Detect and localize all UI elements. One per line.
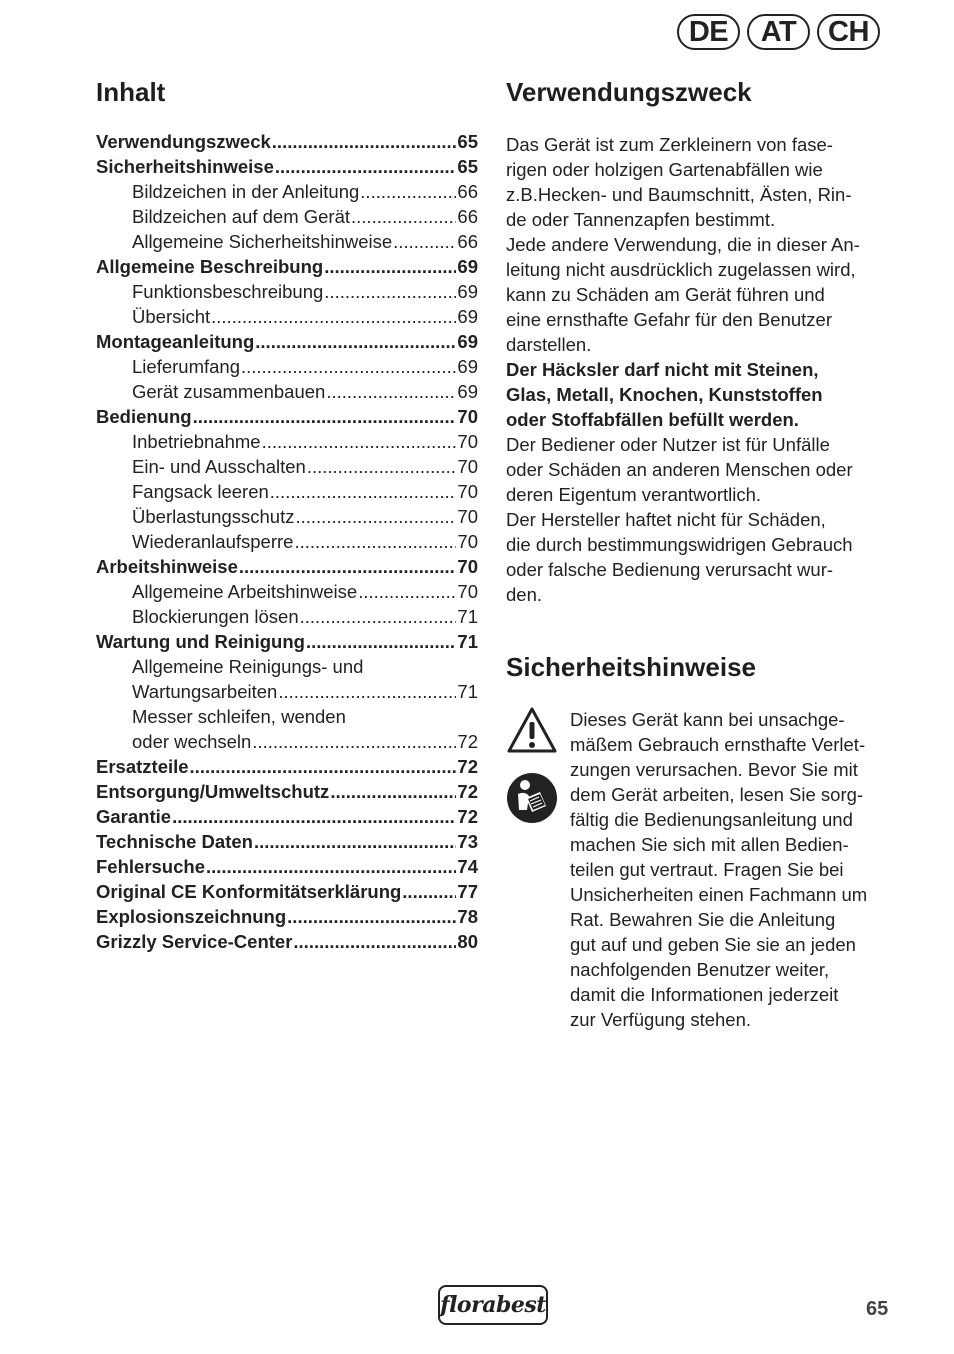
warning-triangle-icon bbox=[506, 706, 558, 754]
purpose-warning: Der Häcksler darf nicht mit Steinen, Glas, Metall, Knochen, Kunststoffen oder Stoffabfällen befüllt werden. bbox=[506, 359, 823, 430]
toc-entry-page: 72 bbox=[457, 806, 478, 827]
purpose-heading: Verwendungszweck bbox=[506, 77, 752, 107]
country-badge-ch: CH bbox=[817, 14, 880, 50]
toc-entry-title: Ersatzteile bbox=[96, 756, 189, 777]
toc-entry-title: Allgemeine Arbeitshinweise bbox=[132, 581, 358, 602]
toc-entry-title: Original CE Konformitätserklärung bbox=[96, 881, 402, 902]
toc-entry-title: Wartungsarbeiten bbox=[132, 681, 278, 702]
toc-entry bbox=[96, 756, 478, 781]
toc-entry bbox=[96, 556, 478, 581]
florabest-logo bbox=[438, 1285, 548, 1325]
toc-entry bbox=[96, 681, 478, 706]
toc-entry-title: Blockierungen lösen bbox=[132, 606, 299, 627]
toc-entry-title: Funktionsbeschreibung bbox=[132, 281, 324, 302]
toc-entry-title: Sicherheitshinweise bbox=[96, 156, 274, 177]
toc-dot-leader bbox=[278, 681, 456, 703]
toc-dot-leader bbox=[402, 881, 456, 903]
toc-entry bbox=[96, 381, 478, 406]
toc-entry-page: 72 bbox=[457, 731, 478, 752]
toc-entry bbox=[96, 156, 478, 181]
toc-dot-leader bbox=[255, 331, 456, 353]
toc-entry bbox=[96, 431, 478, 456]
toc-entry bbox=[96, 231, 478, 256]
toc-entry-title: Bildzeichen in der Anleitung bbox=[132, 181, 360, 202]
toc-entry-title: Explosionszeichnung bbox=[96, 906, 287, 927]
toc-entry-page: 69 bbox=[457, 256, 478, 277]
toc-dot-leader bbox=[262, 431, 457, 453]
page-number: 65 bbox=[866, 1298, 889, 1320]
toc-entry-title: Allgemeine Reinigungs- und bbox=[132, 656, 364, 677]
toc-entry-title: Montageanleitung bbox=[96, 331, 255, 352]
toc-entry-title: Verwendungszweck bbox=[96, 131, 271, 152]
toc-entry-title: Allgemeine Beschreibung bbox=[96, 256, 324, 277]
toc-entry-page: 65 bbox=[457, 156, 478, 177]
country-badge-at: AT bbox=[747, 14, 810, 50]
toc-entry bbox=[96, 356, 478, 381]
toc-entry bbox=[96, 406, 478, 431]
toc-entry-page: 70 bbox=[457, 431, 478, 452]
toc-entry bbox=[96, 731, 478, 756]
toc-dot-leader bbox=[252, 731, 456, 753]
toc-entry bbox=[96, 706, 478, 731]
toc-entry-title: Inbetriebnahme bbox=[132, 431, 261, 452]
toc-entry bbox=[96, 256, 478, 281]
purpose-paragraph-1: Das Gerät ist zum Zerkleinern von fase- rigen oder holzigen Gartenabfällen wie z.B.Hecken- und Baumschnitt, Ästen, Rin- de oder Tannenzapfen bestimmt. Jede andere Verwendung, die in dieser An- leitung nicht ausdrücklich zugelassen wird, kann zu Schäden am Gerät führen und eine ernsthafte Gefahr für den Benutzer darstellen. bbox=[506, 134, 860, 355]
toc-entry-title: Bildzeichen auf dem Gerät bbox=[132, 206, 351, 227]
toc-entry-page: 69 bbox=[457, 356, 478, 377]
toc-entry-page: 70 bbox=[457, 531, 478, 552]
toc-dot-leader bbox=[193, 406, 457, 428]
toc-entry-page: 80 bbox=[457, 931, 478, 952]
toc-title: Inhalt bbox=[96, 77, 166, 107]
toc-entry-title: Gerät zusammenbauen bbox=[132, 381, 326, 402]
toc-entry-title: Allgemeine Sicherheitshinweise bbox=[132, 231, 393, 252]
purpose-text bbox=[506, 132, 906, 607]
toc-entry-title: Übersicht bbox=[132, 306, 211, 327]
toc-entry-title: Entsorgung/Umweltschutz bbox=[96, 781, 330, 802]
toc-entry-page: 78 bbox=[457, 906, 478, 927]
toc-entry-page: 72 bbox=[457, 756, 478, 777]
toc-entry-page: 70 bbox=[457, 456, 478, 477]
toc-entry bbox=[96, 181, 478, 206]
toc-dot-leader bbox=[275, 156, 457, 178]
toc-dot-leader bbox=[287, 906, 456, 928]
toc-entry-page: 70 bbox=[457, 481, 478, 502]
toc-dot-leader bbox=[294, 531, 456, 553]
toc-entry-page: 71 bbox=[457, 606, 478, 627]
toc-entry bbox=[96, 806, 478, 831]
toc-dot-leader bbox=[295, 506, 456, 528]
toc-dot-leader bbox=[190, 756, 457, 778]
toc-entry-page: 70 bbox=[457, 506, 478, 527]
toc-entry bbox=[96, 506, 478, 531]
toc-dot-leader bbox=[351, 206, 456, 228]
toc-entry-title: Ein- und Ausschalten bbox=[132, 456, 306, 477]
toc-dot-leader bbox=[206, 856, 456, 878]
toc-dot-leader bbox=[254, 831, 456, 853]
toc-dot-leader bbox=[360, 181, 456, 203]
toc-dot-leader bbox=[270, 481, 457, 503]
toc-entry bbox=[96, 656, 478, 681]
toc-entry-page: 71 bbox=[457, 631, 478, 652]
toc-dot-leader bbox=[324, 281, 456, 303]
toc-entry-title: oder wechseln bbox=[132, 731, 252, 752]
toc-entry bbox=[96, 856, 478, 881]
toc-entry-page: 70 bbox=[457, 406, 478, 427]
toc-entry-page: 77 bbox=[457, 881, 478, 902]
read-manual-icon bbox=[506, 772, 558, 824]
toc-entry bbox=[96, 206, 478, 231]
toc-entry bbox=[96, 131, 478, 156]
toc-dot-leader bbox=[211, 306, 456, 328]
toc-dot-leader bbox=[326, 381, 456, 403]
toc-dot-leader bbox=[324, 256, 456, 278]
logo-text: florabest bbox=[440, 1292, 546, 1318]
toc-dot-leader bbox=[300, 606, 457, 628]
toc-entry bbox=[96, 456, 478, 481]
toc-entry bbox=[96, 931, 478, 956]
toc-entry-page: 65 bbox=[457, 131, 478, 152]
toc-entry-page: 66 bbox=[457, 231, 478, 252]
toc-entry-title: Wiederanlaufsperre bbox=[132, 531, 294, 552]
safety-heading: Sicherheitshinweise bbox=[506, 652, 756, 682]
toc-dot-leader bbox=[272, 131, 457, 153]
toc-entry-page: 72 bbox=[457, 781, 478, 802]
toc-dot-leader bbox=[358, 581, 456, 603]
toc-dot-leader bbox=[393, 231, 456, 253]
toc-entry-title: Messer schleifen, wenden bbox=[132, 706, 346, 727]
toc-entry bbox=[96, 306, 478, 331]
toc-entry bbox=[96, 631, 478, 656]
toc-entry bbox=[96, 781, 478, 806]
toc-dot-leader bbox=[241, 356, 456, 378]
toc-entry-page: 66 bbox=[457, 206, 478, 227]
country-badge-de: DE bbox=[677, 14, 740, 50]
toc-entry-page: 70 bbox=[457, 581, 478, 602]
toc-entry bbox=[96, 531, 478, 556]
toc-entry bbox=[96, 481, 478, 506]
toc-entry-title: Bedienung bbox=[96, 406, 192, 427]
toc-entry bbox=[96, 831, 478, 856]
toc-dot-leader bbox=[306, 631, 456, 653]
toc-entry-page: 69 bbox=[457, 306, 478, 327]
toc-entry bbox=[96, 331, 478, 356]
toc-entry-page: 66 bbox=[457, 181, 478, 202]
toc-entry-page: 69 bbox=[457, 281, 478, 302]
safety-text: Dieses Gerät kann bei unsachge- mäßem Gebrauch ernsthafte Verlet- zungen verursachen. Bevor Sie mit dem Gerät arbeiten, lesen Sie sorg- fältig die Bedienungsanleitung und machen Sie sich mit allen Bedien- teilen gut vertraut. Fragen Sie bei Unsicherheiten einen Fachmann um Rat. Bewahren Sie die Anleitung gut auf und geben Sie sie an jeden nachfolgenden Benutzer weiter, damit die Informationen jederzeit zur Verfügung stehen. bbox=[570, 709, 868, 1030]
toc-entry-page: 69 bbox=[457, 331, 478, 352]
toc-entry-page: 69 bbox=[457, 381, 478, 402]
toc-entry-title: Grizzly Service-Center bbox=[96, 931, 293, 952]
toc-entry-title: Technische Daten bbox=[96, 831, 253, 852]
table-of-contents bbox=[96, 131, 478, 956]
toc-dot-leader bbox=[172, 806, 456, 828]
toc-entry-title: Wartung und Reinigung bbox=[96, 631, 305, 652]
toc-dot-leader bbox=[307, 456, 457, 478]
toc-entry-title: Überlastungsschutz bbox=[132, 506, 295, 527]
toc-entry-page: 71 bbox=[457, 681, 478, 702]
toc-entry-page: 70 bbox=[457, 556, 478, 577]
toc-entry bbox=[96, 606, 478, 631]
toc-entry-title: Lieferumfang bbox=[132, 356, 240, 377]
toc-dot-leader bbox=[330, 781, 456, 803]
toc-entry-page: 73 bbox=[457, 831, 478, 852]
toc-entry bbox=[96, 581, 478, 606]
toc-entry-page: 74 bbox=[457, 856, 478, 877]
country-badges bbox=[677, 14, 880, 50]
purpose-paragraph-2: Der Bediener oder Nutzer ist für Unfälle oder Schäden an anderen Menschen oder deren Eigentum verantwortlich. Der Hersteller haftet nicht für Schäden, die durch bestimmungswidrigen Gebrauch oder falsche Bedienung verursacht wur- den. bbox=[506, 434, 853, 605]
toc-entry-title: Arbeitshinweise bbox=[96, 556, 238, 577]
toc-entry-title: Fehlersuche bbox=[96, 856, 205, 877]
toc-entry-title: Fangsack leeren bbox=[132, 481, 269, 502]
toc-entry bbox=[96, 906, 478, 931]
toc-dot-leader bbox=[293, 931, 456, 953]
toc-entry bbox=[96, 881, 478, 906]
toc-entry-title: Garantie bbox=[96, 806, 172, 827]
toc-entry bbox=[96, 281, 478, 306]
toc-dot-leader bbox=[239, 556, 457, 578]
